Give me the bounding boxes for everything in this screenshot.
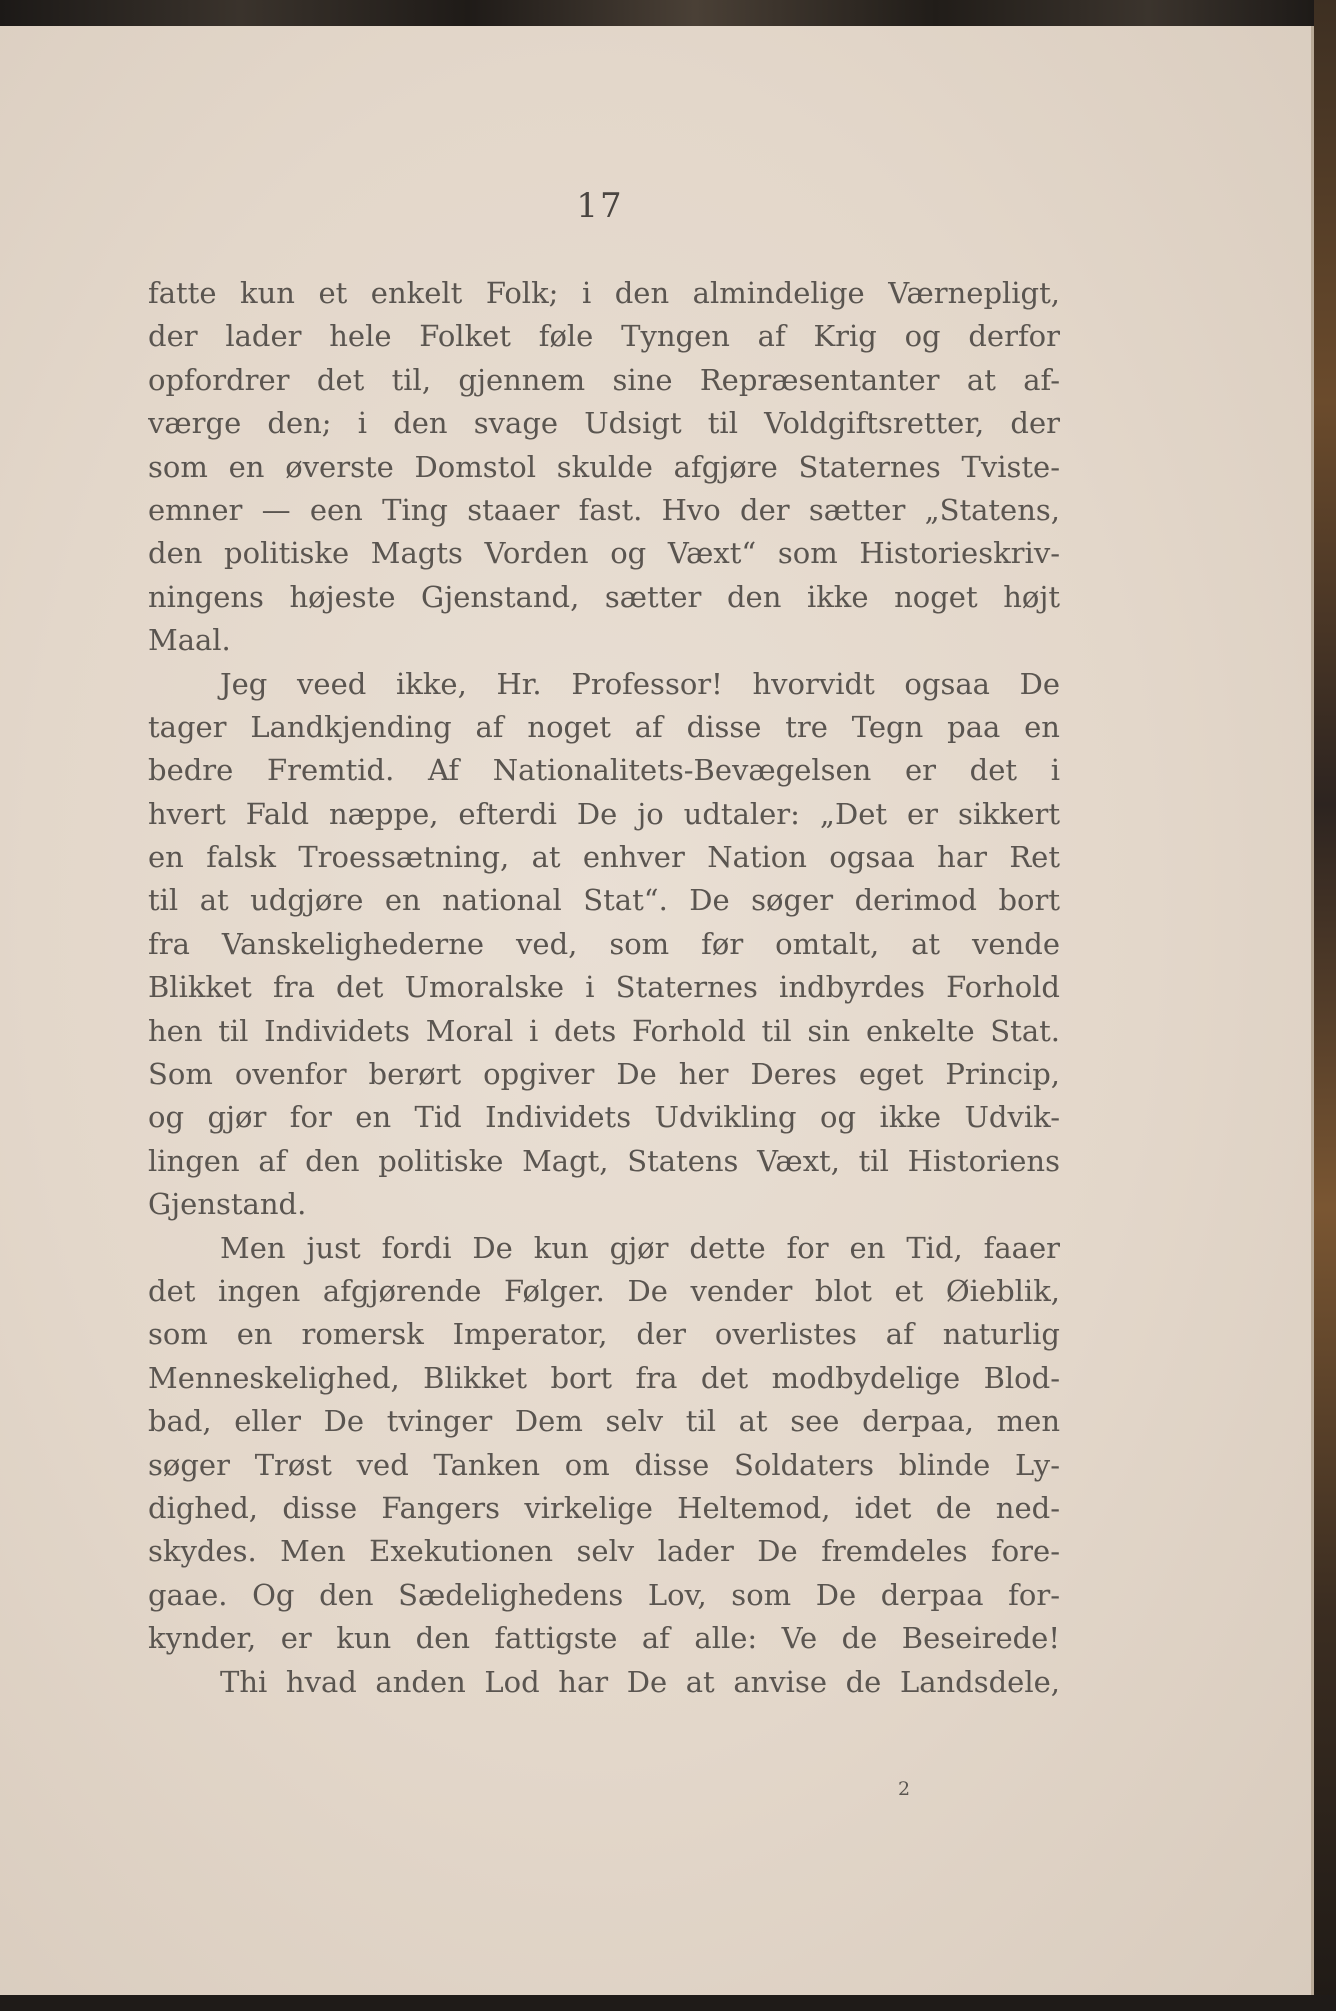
page-number: 17 [576, 186, 624, 226]
text-line: Thi hvad anden Lod har De at anvise de Landsdele, [220, 1664, 1060, 1699]
text-line: hen til Individets Moral i dets Forhold til sin enkelte Stat. [148, 1013, 1060, 1048]
signature-mark: 2 [898, 1778, 911, 1800]
text-line: kynder, er kun den fattigste af alle: Ve de Beseirede! [148, 1621, 1060, 1656]
text-line: lingen af den politiske Magt, Statens Væxt, til Historiens [148, 1143, 1060, 1178]
text-line: Men just fordi De kun gjør dette for en Tid, faaer [220, 1230, 1060, 1265]
book-bottom-edge [0, 1995, 1336, 2011]
text-line: tager Landkjending af noget af disse tre Tegn paa en [148, 709, 1060, 744]
text-line: søger Trøst ved Tanken om disse Soldaters blinde Ly- [148, 1447, 1060, 1482]
text-line: som en romersk Imperator, der overlistes af naturlig [148, 1317, 1060, 1352]
text-line: dighed, disse Fangers virkelige Heltemod, idet de ned- [148, 1490, 1060, 1525]
text-line: Menneskelighed, Blikket bort fra det modbydelige Blod- [148, 1360, 1060, 1395]
text-line: Maal. [148, 623, 231, 658]
text-line: værge den; i den svage Udsigt til Voldgiftsretter, der [148, 406, 1060, 441]
text-line: som en øverste Domstol skulde afgjøre Staternes Tviste- [148, 449, 1060, 484]
body-text [148, 272, 1060, 1704]
text-line: den politiske Magts Vorden og Væxt“ som Historieskriv- [148, 536, 1060, 571]
text-line: og gjør for en Tid Individets Udvikling og ikke Udvik- [148, 1100, 1060, 1135]
text-line: Blikket fra det Umoralske i Staternes indbyrdes Forhold [148, 970, 1060, 1005]
text-line: emner — een Ting staaer fast. Hvo der sætter „Statens, [148, 492, 1060, 527]
text-line: bedre Fremtid. Af Nationalitets-Bevægelsen er det i [148, 753, 1060, 788]
text-line: opfordrer det til, gjennem sine Repræsentanter at af- [148, 362, 1060, 397]
text-line: en falsk Troessætning, at enhver Nation ogsaa har Ret [148, 840, 1060, 875]
text-line: fra Vanskelighederne ved, som før omtalt, at vende [148, 926, 1060, 961]
text-line: skydes. Men Exekutionen selv lader De fremdeles fore- [148, 1534, 1060, 1569]
text-line: gaae. Og den Sædelighedens Lov, som De derpaa for- [148, 1577, 1060, 1612]
text-line: bad, eller De tvinger Dem selv til at see derpaa, men [148, 1404, 1060, 1439]
text-line: Gjenstand. [148, 1187, 307, 1222]
text-line: der lader hele Folket føle Tyngen af Krig og derfor [148, 319, 1060, 354]
text-line: hvert Fald næppe, efterdi De jo udtaler: „Det er sikkert [148, 796, 1060, 831]
text-line: Som ovenfor berørt opgiver De her Deres eget Princip, [148, 1057, 1060, 1092]
book-page [0, 26, 1314, 1995]
text-line: til at udgjøre en national Stat“. De søger derimod bort [148, 883, 1060, 918]
text-line: ningens højeste Gjenstand, sætter den ikke noget højt [148, 579, 1060, 614]
book-top-edge [0, 0, 1336, 26]
text-line: det ingen afgjørende Følger. De vender blot et Øieblik, [148, 1273, 1060, 1308]
text-line: Jeg veed ikke, Hr. Professor! hvorvidt ogsaa De [220, 666, 1060, 701]
book-spine-edge [1314, 0, 1336, 2011]
text-line: fatte kun et enkelt Folk; i den almindelige Værnepligt, [148, 276, 1060, 310]
